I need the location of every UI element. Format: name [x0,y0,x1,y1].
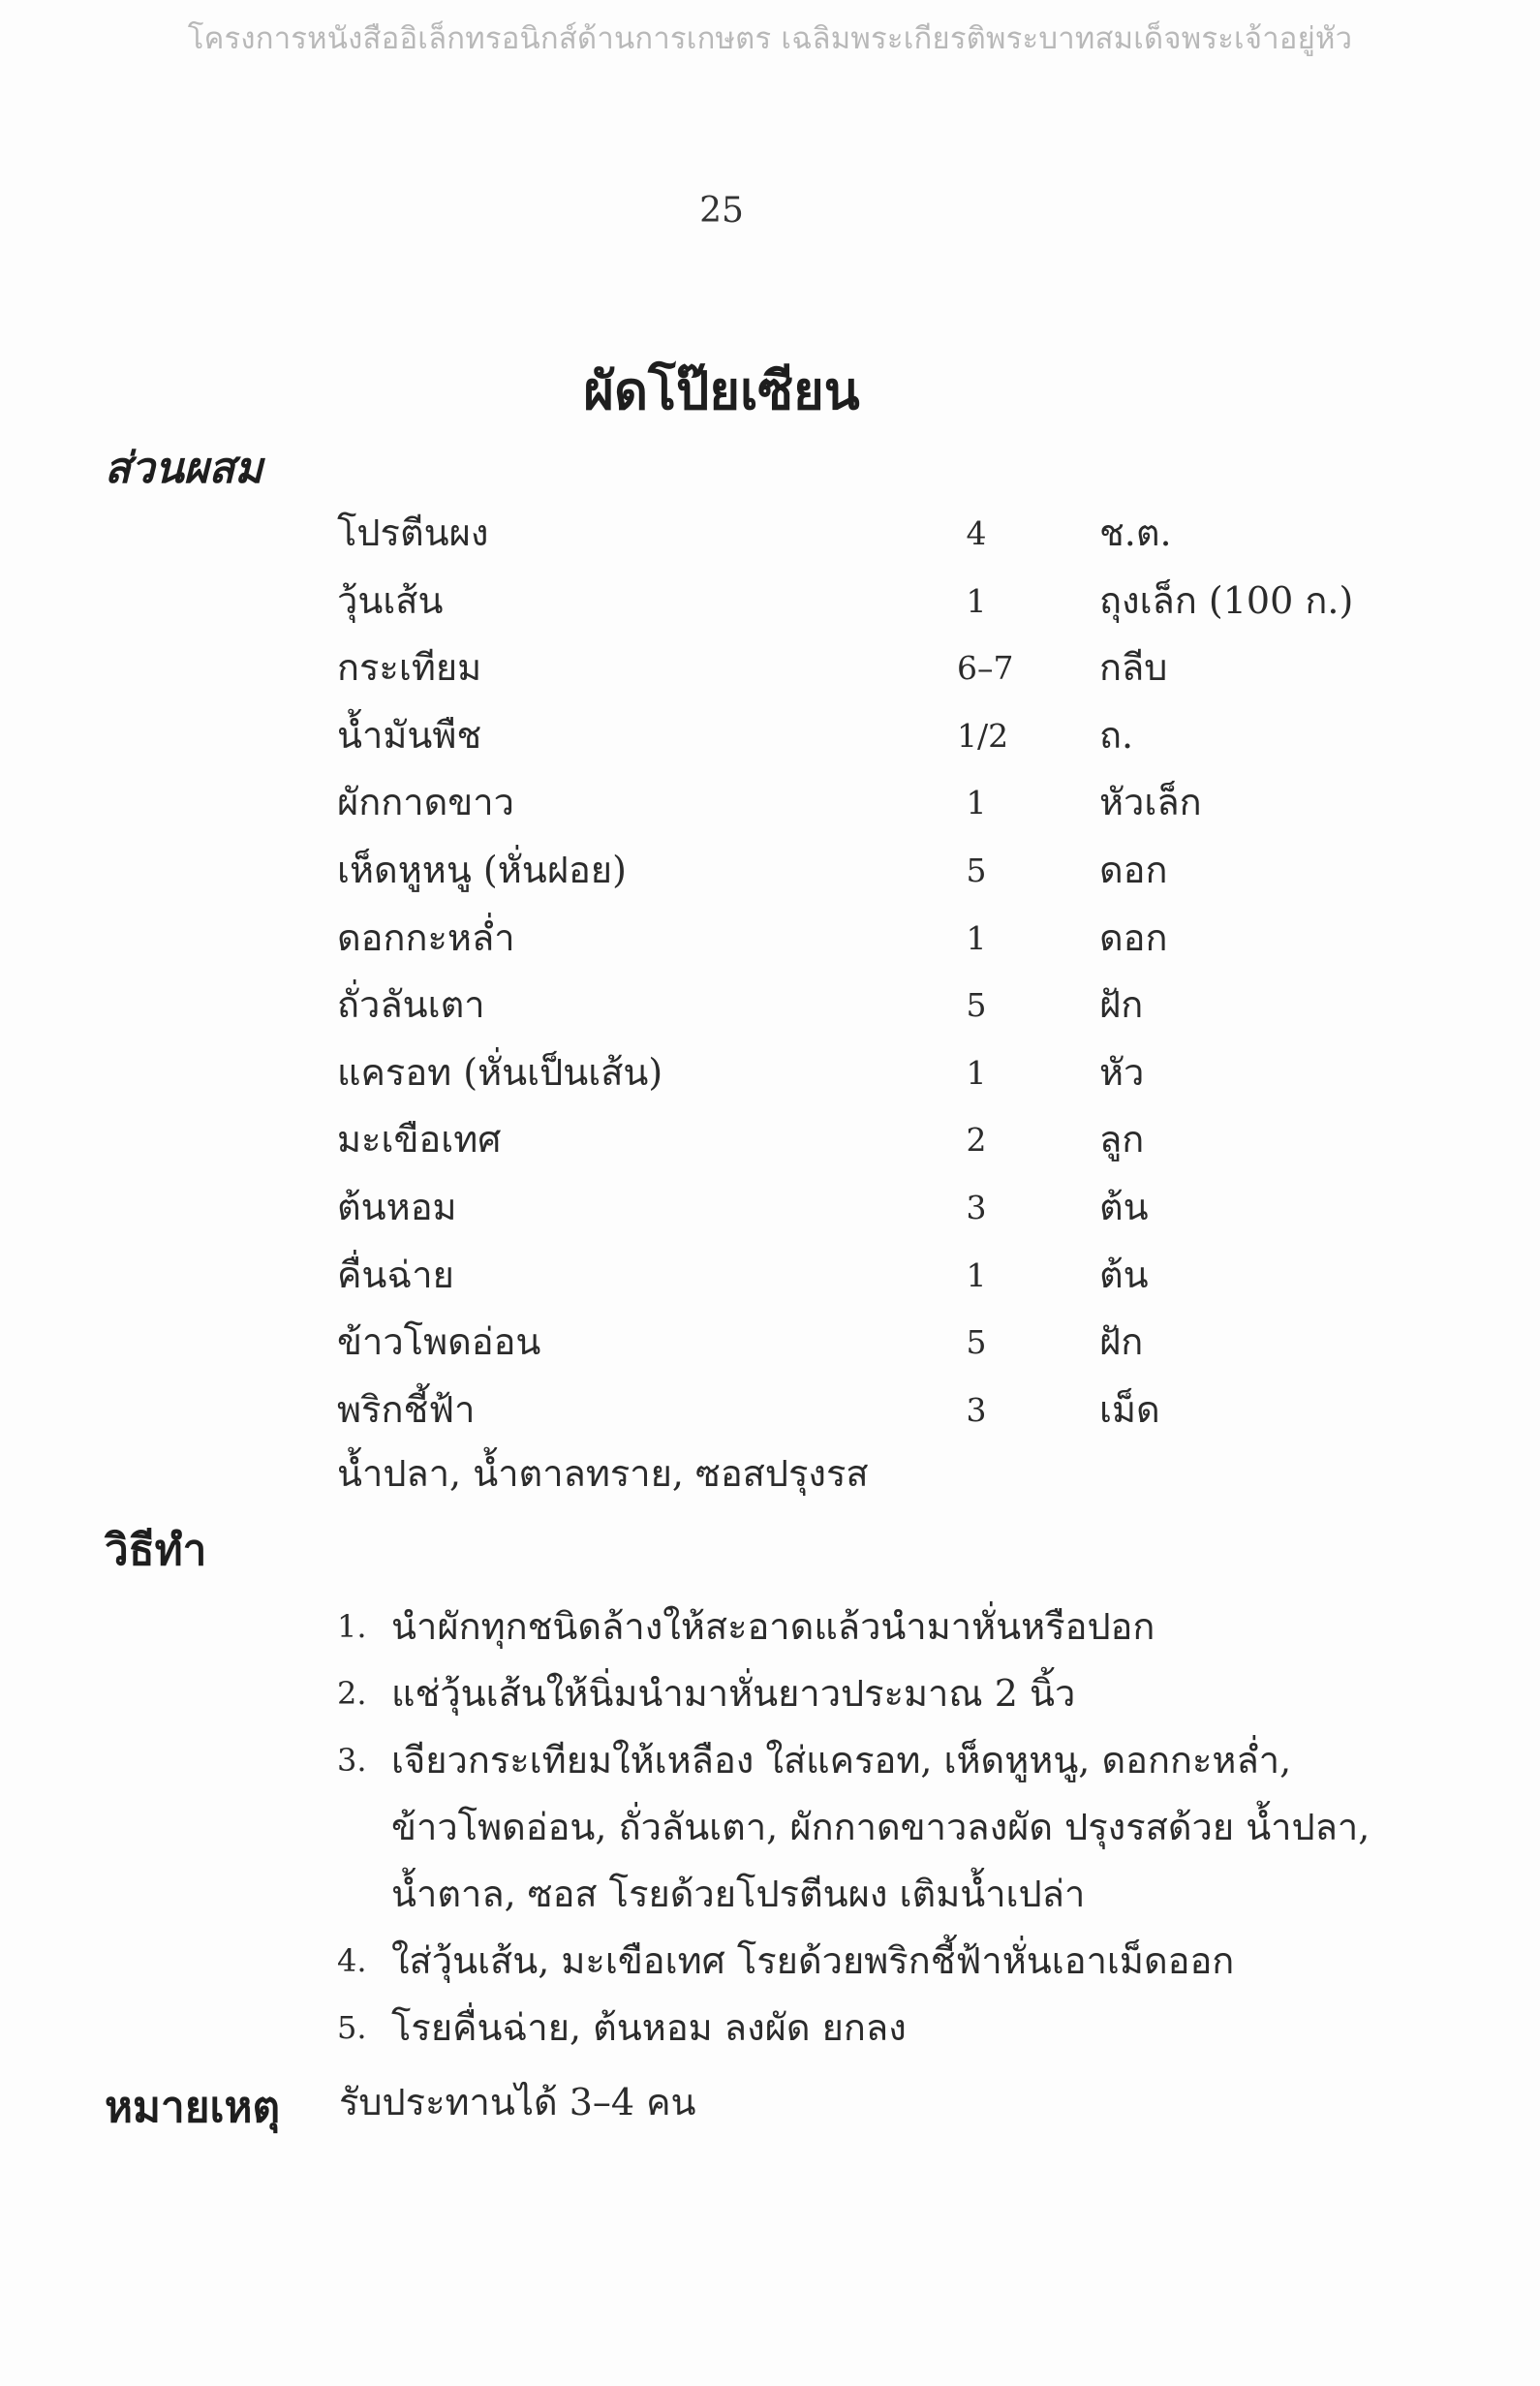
ingredient-unit: ถ. [1099,713,1134,757]
method-step [337,1594,1383,1660]
ingredient-name: ต้นหอม [337,1185,457,1228]
ingredient-row [337,769,1402,837]
step-text-line: เจียวกระเทียมให้เหลือง ใส่แครอท, เห็ดหูหนู, ดอกกะหล่ำ, [391,1739,1292,1782]
ingredient-unit: กลีบ [1099,646,1168,690]
ingredient-unit: หัวเล็ก [1099,781,1202,824]
ingredient-name: วุ้นเส้น [337,578,444,622]
ingredient-unit: ดอก [1099,915,1168,959]
step-number: 5. [337,2009,367,2046]
step-number: 1. [337,1608,367,1645]
step-number: 4. [337,1942,367,1979]
step-number: 2. [337,1675,367,1712]
ingredient-unit: ต้น [1099,1185,1149,1228]
ingredient-name: ผักกาดขาว [337,781,514,824]
step-text-line: น้ำตาล, ซอส โรยด้วยโปรตีนผง เติมน้ำเปล่า [391,1873,1086,1915]
ingredient-unit: หัว [1099,1050,1145,1094]
ingredient-name: ข้าวโพดอ่อน [337,1320,541,1364]
ingredient-name: แครอท (หั่นเป็นเส้น) [337,1050,663,1094]
ingredient-row [337,1039,1402,1107]
step-text-line: ใส่วุ้นเส้น, มะเขือเทศ โรยด้วยพริกชี้ฟ้าหั่นเอาเม็ดออก [391,1939,1235,1982]
ingredient-row [337,702,1402,770]
ingredient-quantity: 5 [966,851,987,889]
ingredient-name: คื่นฉ่าย [337,1253,454,1296]
ingredient-unit: ดอก [1099,848,1168,891]
project-header: โครงการหนังสืออิเล็กทรอนิกส์ด้านการเกษตร เฉลิมพระเกียรติพระบาทสมเด็จพระเจ้าอยู่หัว [187,21,1353,56]
method-heading: วิธีทำ [105,1526,207,1575]
ingredient-row [337,905,1402,973]
ingredient-unit: ฝัก [1099,983,1144,1027]
ingredient-name: เห็ดหูหนู (หั่นฝอย) [337,848,627,891]
ingredients-list [337,500,1402,1443]
method-step [337,1995,1383,2061]
ingredient-quantity: 1 [966,918,987,957]
page-number: 25 [699,191,744,231]
method-steps [337,1594,1383,2061]
ingredient-quantity: 2 [966,1121,987,1160]
ingredient-row [337,568,1402,635]
step-text-line: นำผักทุกชนิดล้างให้สะอาดแล้วนำมาหั่นหรือปอก [391,1605,1155,1648]
ingredient-quantity: 1 [966,1053,987,1092]
step-number: 3. [337,1742,367,1779]
note-heading: หมายเหตุ [105,2083,281,2132]
ingredient-row [337,837,1402,905]
ingredient-unit: ถุงเล็ก (100 ก.) [1099,578,1354,622]
step-text-line: แช่วุ้นเส้นให้นิ่มนำมาหั่นยาวประมาณ 2 นิ้ว [391,1672,1076,1715]
ingredient-unit: เม็ด [1099,1387,1160,1431]
ingredient-row [337,1309,1402,1377]
ingredient-name: กระเทียม [337,646,482,690]
ingredient-name: โปรตีนผง [337,511,489,554]
ingredient-row [337,500,1402,568]
ingredient-unit: ฝัก [1099,1320,1144,1364]
ingredient-name: ดอกกะหล่ำ [337,915,515,959]
seasonings-line: น้ำปลา, น้ำตาลทราย, ซอสปรุงรส [337,1452,869,1495]
ingredient-name: น้ำมันพืช [337,713,482,757]
ingredient-quantity: 1 [966,1255,987,1294]
ingredient-quantity: 5 [966,986,987,1025]
ingredient-quantity: 5 [966,1323,987,1362]
step-text-line: ข้าวโพดอ่อน, ถั่วลันเตา, ผักกาดขาวลงผัด ปรุงรสด้วย น้ำปลา, [391,1806,1371,1848]
ingredient-row [337,1174,1402,1242]
ingredient-row [337,1377,1402,1444]
method-step [337,1928,1383,1995]
ingredient-quantity: 3 [966,1390,987,1429]
method-step [337,1727,1383,1928]
ingredient-quantity: 1 [966,581,987,620]
ingredient-quantity: 1 [966,784,987,822]
ingredient-quantity: 6–7 [957,649,1014,688]
ingredient-name: มะเขือเทศ [337,1118,502,1162]
ingredient-unit: ลูก [1099,1118,1145,1162]
ingredient-row [337,972,1402,1039]
ingredients-heading: ส่วนผสม [105,444,263,493]
ingredient-unit: ช.ต. [1099,511,1172,554]
ingredient-row [337,635,1402,702]
ingredient-name: พริกชี้ฟ้า [337,1387,476,1431]
ingredient-name: ถั่วลันเตา [337,983,485,1027]
ingredient-row [337,1242,1402,1310]
note-text: รับประทานได้ 3–4 คน [339,2081,696,2123]
ingredient-quantity: 1/2 [957,716,1009,755]
method-step [337,1660,1383,1727]
step-text-line: โรยคื่นฉ่าย, ต้นหอม ลงผัด ยกลง [391,2006,907,2049]
ingredient-row [337,1106,1402,1174]
recipe-title: ผัดโป๊ยเซียน [583,360,860,421]
ingredient-quantity: 4 [966,514,987,552]
ingredient-unit: ต้น [1099,1253,1149,1296]
ingredient-quantity: 3 [966,1188,987,1226]
